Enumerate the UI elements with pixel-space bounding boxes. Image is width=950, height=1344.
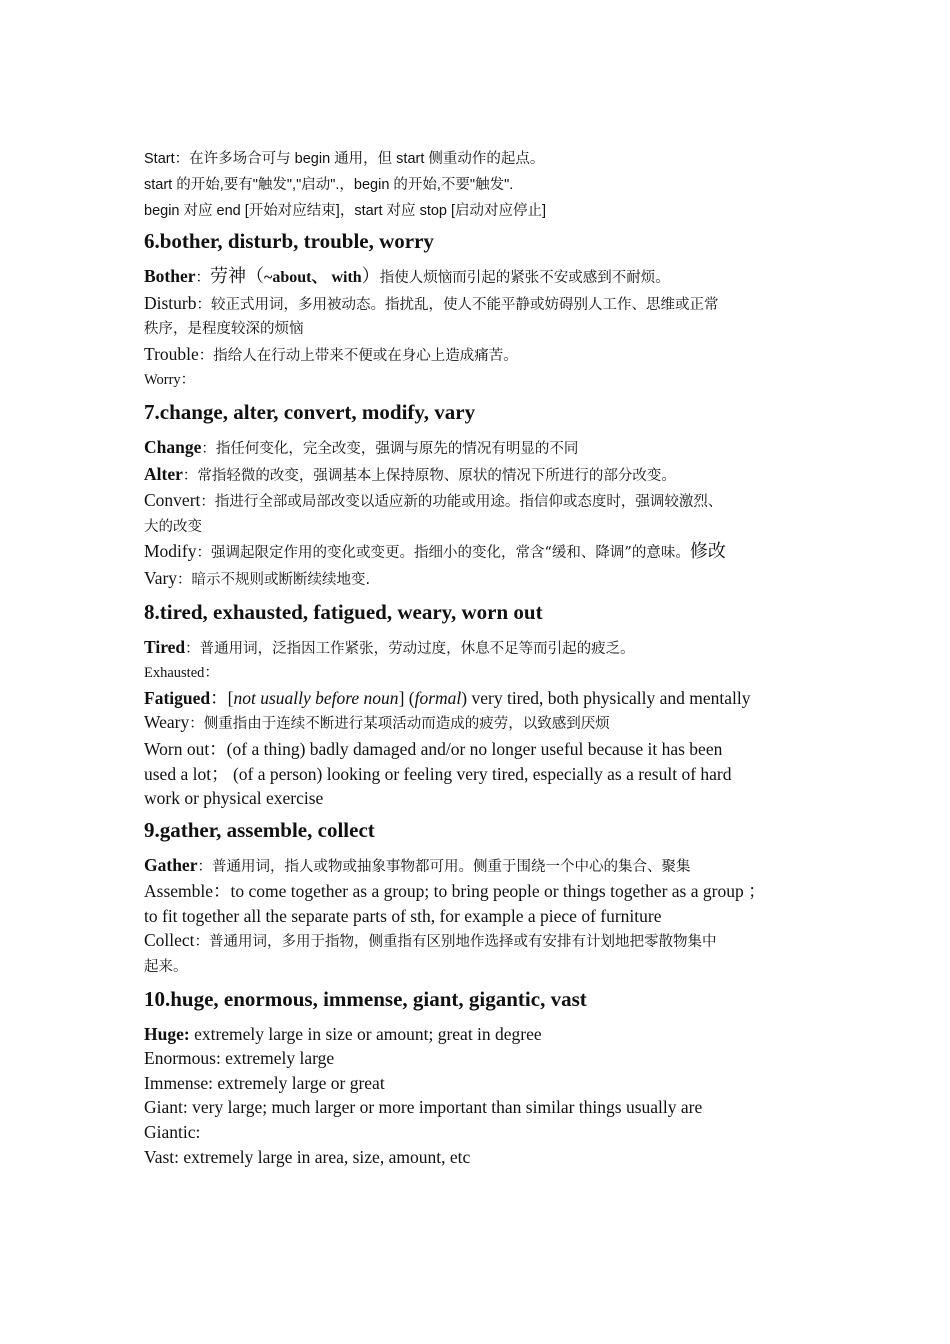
entry-worn-out: Worn out：(of a thing) badly damaged and/or no longer useful because it has been [144,738,723,759]
heading-section-7: 7.change, alter, convert, modify, vary [144,399,476,424]
section-6-entries [144,264,820,393]
entry-assemble-cont: to fit together all the separate parts of sth, for example a piece of furniture [144,905,662,926]
entry-exhausted: Exhausted： [144,665,219,682]
vary-definition: ：暗示不规则或断断续续地变. [177,571,371,588]
term-collect: Collect [144,930,195,951]
term-vary: Vary [144,567,178,588]
entry-enormous: Enormous: extremely large [144,1048,335,1069]
entry-immense: Immense: extremely large or great [144,1072,385,1093]
entry-tired [144,635,820,662]
entry-assemble: Assemble：to come together as a group; to bring people or things together as a group ； [144,881,766,902]
term-modify: Modify [144,541,197,562]
term-fatigued: Fatigued [144,687,211,708]
entry-disturb [144,291,820,318]
section-9-entries [144,853,820,980]
entry-collect-cont: 起来。 [144,959,188,976]
heading-section-6: 6.bother, disturb, trouble, worry [144,229,434,253]
fatigued-definition: ) very tired, both physically and mentally [461,687,751,708]
intro-line-begin-end: begin 对应 end [开始对应结束]，start 对应 stop [启动对应停止] [144,203,547,219]
fatigued-register: formal [414,687,462,708]
intro-line-start: Start：在许多场合可与 begin 通用，但 start 侧重动作的起点。 [144,151,545,167]
entry-fatigued [144,686,820,711]
document-page [144,146,820,1169]
bother-gloss: 劳神（ [210,266,265,287]
entry-change [144,435,820,462]
section-8-entries [144,635,820,811]
huge-definition: extremely large in size or amount; great in degree [189,1023,542,1044]
entry-worry: Worry： [144,372,196,389]
entry-trouble [144,342,820,369]
section-10-entries [144,1022,820,1170]
term-convert: Convert [144,490,201,511]
entry-worn-out-cont-2: work or physical exercise [144,788,324,809]
entry-vast: Vast: extremely large in area, size, amount, etc [144,1146,471,1167]
term-alter: Alter [144,463,183,484]
term-huge: Huge: [144,1023,190,1044]
entry-huge [144,1022,820,1047]
term-tired: Tired [144,636,186,657]
modify-definition: ：强调起限定作用的变化或变更。指细小的变化，常含“缓和、降调”的意味。 [196,545,690,562]
trouble-definition: ：指给人在行动上带来不便或在身心上造成痛苦。 [198,347,518,364]
heading-section-8: 8.tired, exhausted, fatigued, weary, worn out [144,599,543,624]
term-change: Change [144,436,202,457]
entry-giant: Giant: very large; much larger or more important than similar things usually are [144,1097,703,1118]
fatigued-bracket-close: ] ( [398,687,415,708]
entry-alter [144,462,820,489]
entry-weary [144,710,820,737]
collect-definition: ：普通用词，多用于指物，侧重指有区别地作选择或有安排有计划地把零散物集中 [194,934,717,951]
intro-section [144,146,820,224]
entry-convert [144,488,820,515]
entry-collect [144,928,820,955]
intro-line-start-begin: start 的开始,要有"触发","启动".，begin 的开始,不要"触发". [144,177,514,193]
bother-preposition: ~about、 with [264,269,362,286]
modify-tail: 修改 [689,541,726,563]
gather-definition: ：普通用词，指人或物或抽象事物都可用。侧重于围绕一个中心的集合、聚集 [197,858,691,875]
change-definition: ：指任何变化，完全改变，强调与原先的情况有明显的不同 [201,440,579,457]
term-weary: Weary [144,712,190,733]
alter-definition: ：常指轻微的改变，强调基本上保持原物、原状的情况下所进行的部分改变。 [182,467,676,484]
entry-convert-cont: 大的改变 [144,518,202,535]
fatigued-usage-note: not usually before noun [233,687,399,708]
weary-definition: ：侧重指由于连续不断进行某项活动而造成的疲劳，以致感到厌烦 [189,716,610,733]
entry-gather [144,853,820,880]
separator: ： [195,270,211,286]
term-gather: Gather [144,854,198,875]
entry-vary [144,566,820,593]
tired-definition: ：普通用词，泛指因工作紧张，劳动过度，休息不足等而引起的疲乏。 [185,640,635,657]
entry-worn-out-cont-1: used a lot； (of a person) looking or feeling very tired, especially as a result of hard [144,763,732,784]
bother-definition: 指使人烦恼而引起的紧张不安或感到不耐烦。 [379,270,670,286]
bother-paren: ） [361,266,380,287]
section-7-entries [144,435,820,593]
entry-disturb-cont: 秩序，是程度较深的烦恼 [144,321,304,338]
term-bother: Bother [144,266,196,286]
term-disturb: Disturb [144,292,197,313]
heading-section-9: 9.gather, assemble, collect [144,817,375,842]
disturb-definition: ：较正式用词，多用被动态。指扰乱，使人不能平静或妨碍别人工作、思维或正常 [196,296,719,313]
entry-modify [144,539,820,566]
entry-bother [144,264,820,291]
heading-section-10: 10.huge, enormous, immense, giant, gigantic, vast [144,986,587,1011]
entry-giantic: Giantic: [144,1122,201,1143]
convert-definition: ：指进行全部或局部改变以适应新的功能或用途。指信仰或态度时，强调较激烈、 [200,494,723,511]
fatigued-bracket: ：[ [210,687,234,708]
term-trouble: Trouble [144,343,199,364]
